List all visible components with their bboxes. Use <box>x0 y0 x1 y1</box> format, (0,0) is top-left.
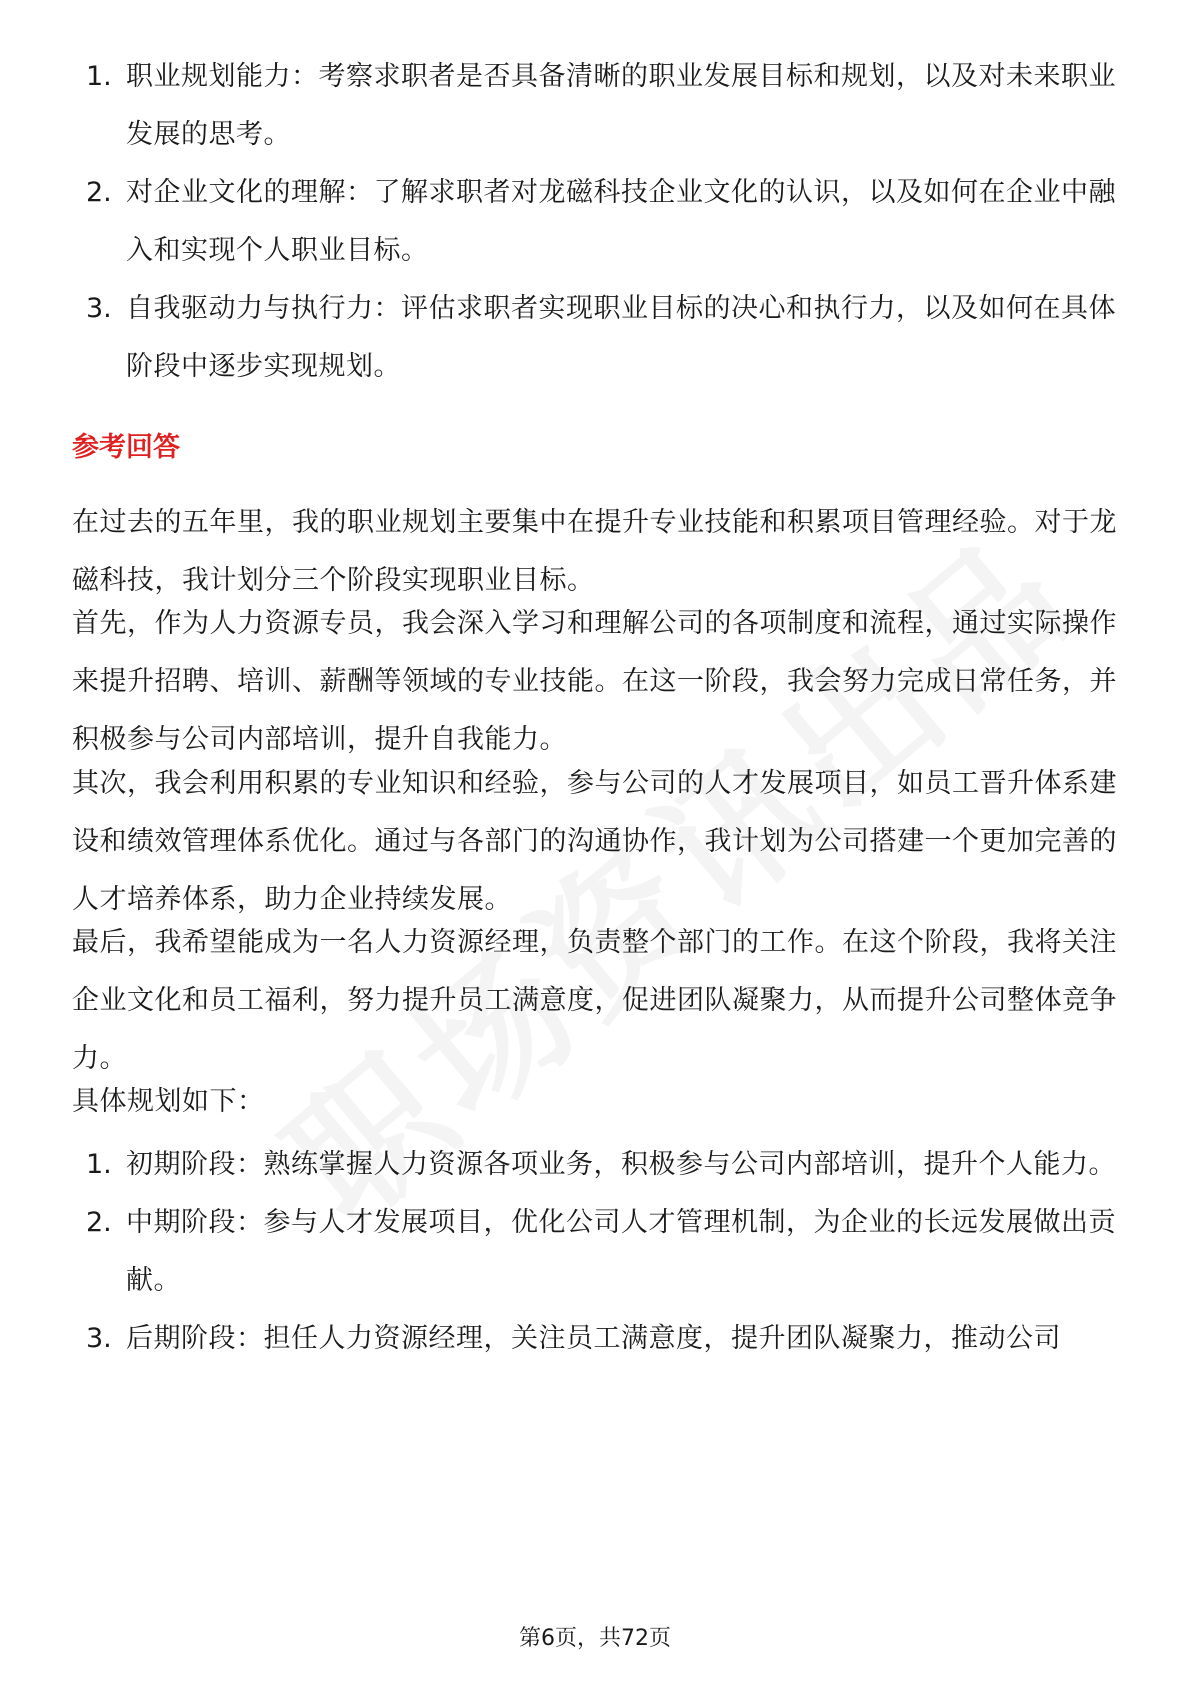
list-item <box>0 280 1190 396</box>
criteria-list <box>0 48 1190 396</box>
list-item-text: 对企业文化的理解：了解求职者对龙磁科技企业文化的认识，以及如何在企业中融入和实现个人职业目标。 <box>126 177 1116 266</box>
paragraph: 其次，我会利用积累的专业知识和经验，参与公司的人才发展项目，如员工晋升体系建设和绩效管理体系优化。通过与各部门的沟通协作，我计划为公司搭建一个更加完善的人才培养体系，助力企业持续发展。 <box>72 768 1117 915</box>
list-item-number: 1. <box>86 61 112 92</box>
list-item-text: 初期阶段：熟练掌握人力资源各项业务，积极参与公司内部培训，提升个人能力。 <box>126 1149 1116 1180</box>
list-item-number: 2. <box>86 1207 112 1238</box>
paragraph: 具体规划如下： <box>72 1086 265 1117</box>
list-item-text: 自我驱动力与执行力：评估求职者实现职业目标的决心和执行力，以及如何在具体阶段中逐步实现规划。 <box>126 293 1116 382</box>
list-item <box>0 1194 1190 1310</box>
list-item-number: 3. <box>86 293 112 324</box>
list-item-text: 后期阶段：担任人力资源经理，关注员工满意度，提升团队凝聚力，推动公司 <box>126 1323 1061 1354</box>
list-item <box>0 164 1190 280</box>
list-item <box>0 1310 1190 1368</box>
list-item <box>0 48 1190 164</box>
reference-answer-heading: 参考回答 <box>72 432 180 463</box>
list-item-text: 中期阶段：参与人才发展项目，优化公司人才管理机制，为企业的长远发展做出贡献。 <box>126 1207 1116 1296</box>
list-item-text: 职业规划能力：考察求职者是否具备清晰的职业发展目标和规划，以及对未来职业发展的思考。 <box>126 61 1116 150</box>
list-item-number: 3. <box>86 1323 112 1354</box>
paragraph: 首先，作为人力资源专员，我会深入学习和理解公司的各项制度和流程，通过实际操作来提升招聘、培训、薪酬等领域的专业技能。在这一阶段，我会努力完成日常任务，并积极参与公司内部培训，提升自我能力。 <box>72 608 1117 755</box>
list-item-number: 1. <box>86 1149 112 1180</box>
page-number-footer: 第6页，共72页 <box>519 1626 671 1651</box>
plan-list <box>0 1136 1190 1368</box>
list-item <box>0 1136 1190 1194</box>
list-item-number: 2. <box>86 177 112 208</box>
paragraph: 最后，我希望能成为一名人力资源经理，负责整个部门的工作。在这个阶段，我将关注企业文化和员工福利，努力提升员工满意度，促进团队凝聚力，从而提升公司整体竞争力。 <box>72 927 1117 1074</box>
paragraph: 在过去的五年里，我的职业规划主要集中在提升专业技能和积累项目管理经验。对于龙磁科技，我计划分三个阶段实现职业目标。 <box>72 507 1117 596</box>
